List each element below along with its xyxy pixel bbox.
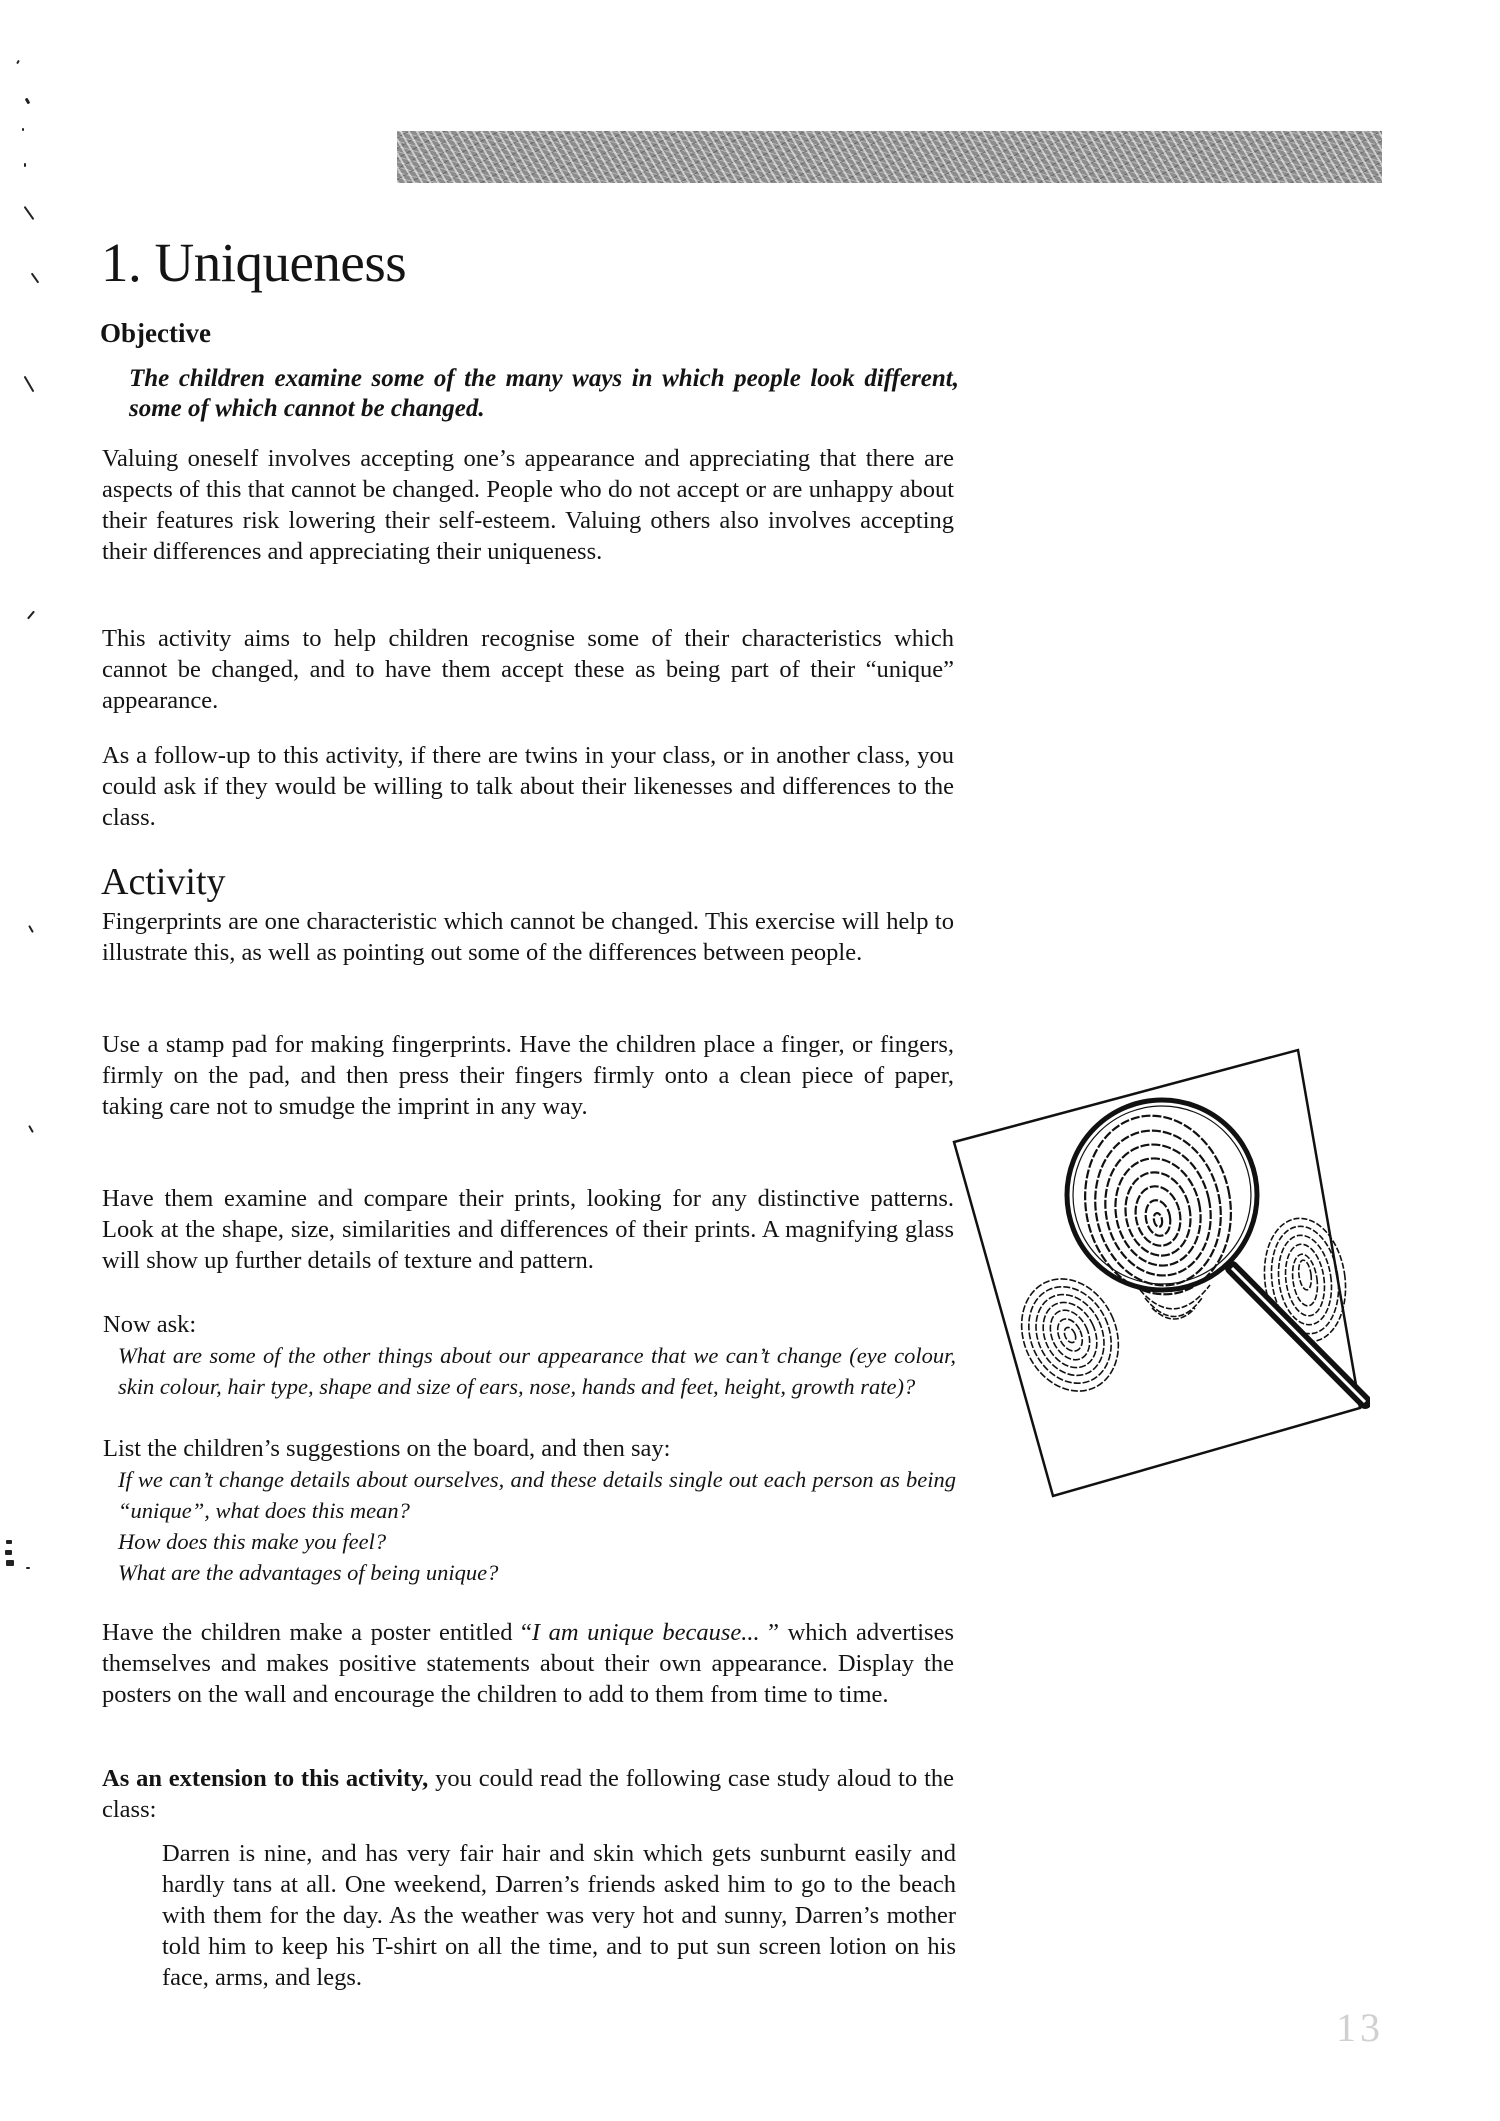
intro-paragraph-3: As a follow-up to this activity, if there are twins in your class, or in another class, you could ask if they would be willing to talk about their likenesses and differences to the class. — [102, 742, 954, 831]
activity-paragraph-3: Have them examine and compare their prints, looking for any distinctive patterns. Look at the shape, size, similarities and differences of their prints. A magnifying glass will show up further details of texture and pattern. — [102, 1185, 954, 1274]
activity-heading: Activity — [101, 861, 226, 903]
poster-text-start: Have the children make a poster entitled “ — [102, 1619, 532, 1646]
fingerprint-magnifier-illustration — [940, 1030, 1370, 1520]
case-study: Darren is nine, and has very fair hair and skin which gets sunburnt easily and hardly tans at all. One weekend, Darren’s friends asked him to go to the beach with them for the day. As the weather was very hot and sunny, Darren’s mother told him to keep his T-shirt on all the time, and to put sun screen lotion on his face, arms, and legs. — [162, 1840, 956, 1991]
poster-paragraph — [102, 1617, 954, 1710]
page-title: 1. Uniqueness — [101, 232, 407, 293]
question-appearance: What are some of the other things about our appearance that we can’t change (eye colour, skin colour, hair type, shape and size of ears, nose, hands and feet, height, growth rate)? — [118, 1343, 956, 1399]
now-ask-label: Now ask: — [103, 1311, 197, 1338]
question-advantages: What are the advantages of being unique? — [118, 1560, 499, 1585]
header-pattern-banner — [397, 131, 1382, 183]
extension-paragraph — [102, 1763, 954, 1825]
poster-text-end: ” which advertises themselves and makes positive statements about their own appearance. Display the posters on the wall and encourage the children to add to them from time to time. — [102, 1619, 954, 1708]
activity-paragraph-2: Use a stamp pad for making fingerprints. Have the children place a finger, or fingers, firmly on the pad, and then press their fingers firmly onto a clean piece of paper, taking care not to smudge the imprint in any way. — [102, 1031, 954, 1120]
intro-paragraph-1: Valuing oneself involves accepting one’s appearance and appreciating that there are aspects of this that cannot be changed. People who do not accept or are unhappy about their features risk lowering their self-esteem. Valuing others also involves accepting their differences and appreciating their uniqueness. — [102, 445, 954, 565]
activity-paragraph-1: Fingerprints are one characteristic which cannot be changed. This exercise will help to illustrate this, as well as pointing out some of the differences between people. — [102, 908, 954, 966]
objective-statement: The children examine some of the many ways in which people look different, some of which cannot be changed. — [129, 365, 959, 422]
page-number: 13 — [1336, 2005, 1384, 2050]
extension-lead: As an extension to this activity, — [102, 1765, 429, 1792]
objective-heading: Objective — [100, 318, 211, 348]
extension-text: you could read the following case study aloud to the class: — [102, 1765, 955, 1823]
question-unique-meaning: If we can’t change details about ourselves, and these details single out each person as being “unique”, what does this mean? — [118, 1467, 956, 1523]
poster-title: I am unique because... — [531, 1619, 760, 1646]
intro-paragraph-2: This activity aims to help children recognise some of their characteristics which cannot be changed, and to have them accept these as being part of their “unique” appearance. — [102, 625, 954, 714]
question-feel: How does this make you feel? — [118, 1529, 387, 1554]
list-instruction: List the children’s suggestions on the board, and then say: — [103, 1435, 671, 1462]
